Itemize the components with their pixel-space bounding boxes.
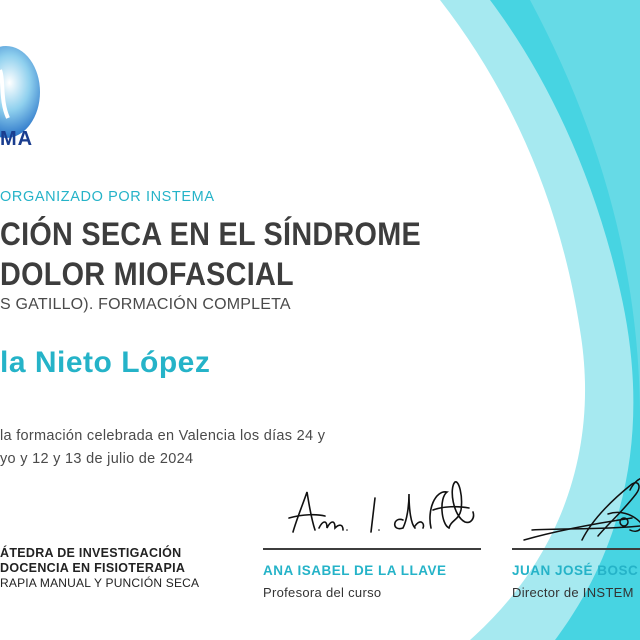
course-subtitle: S GATILLO). FORMACIÓN COMPLETA (0, 296, 291, 313)
signature-line (512, 548, 640, 550)
course-title-line-2: DOLOR MIOFASCIAL (0, 256, 294, 292)
logo-text: MA (0, 128, 34, 150)
signatory-role: Director de INSTEM (512, 585, 634, 600)
recipient-name: la Nieto López (0, 346, 211, 379)
certificate-text-line-1: la formación celebrada en Valencia los días 24 y (0, 428, 326, 444)
handwritten-signature-icon (512, 470, 640, 548)
handwritten-signature-icon (263, 470, 485, 548)
certificate-text-line-2: yo y 12 y 13 de julio de 2024 (0, 451, 194, 467)
catedra-line-1: ÁTEDRA DE INVESTIGACIÓN (0, 546, 182, 560)
catedra-line-3: RAPIA MANUAL Y PUNCIÓN SECA (0, 576, 200, 590)
organizer-label: ORGANIZADO POR INSTEMA (0, 189, 215, 205)
signature-line (263, 548, 481, 550)
signatory-name: ANA ISABEL DE LA LLAVE (263, 563, 447, 578)
signatory-role: Profesora del curso (263, 585, 382, 600)
catedra-block (0, 546, 199, 591)
catedra-line-2: DOCENCIA EN FISIOTERAPIA (0, 561, 186, 575)
course-title-line-1: CIÓN SECA EN EL SÍNDROME (0, 216, 421, 252)
signatory-name: JUAN JOSÉ BOSC (512, 563, 639, 578)
